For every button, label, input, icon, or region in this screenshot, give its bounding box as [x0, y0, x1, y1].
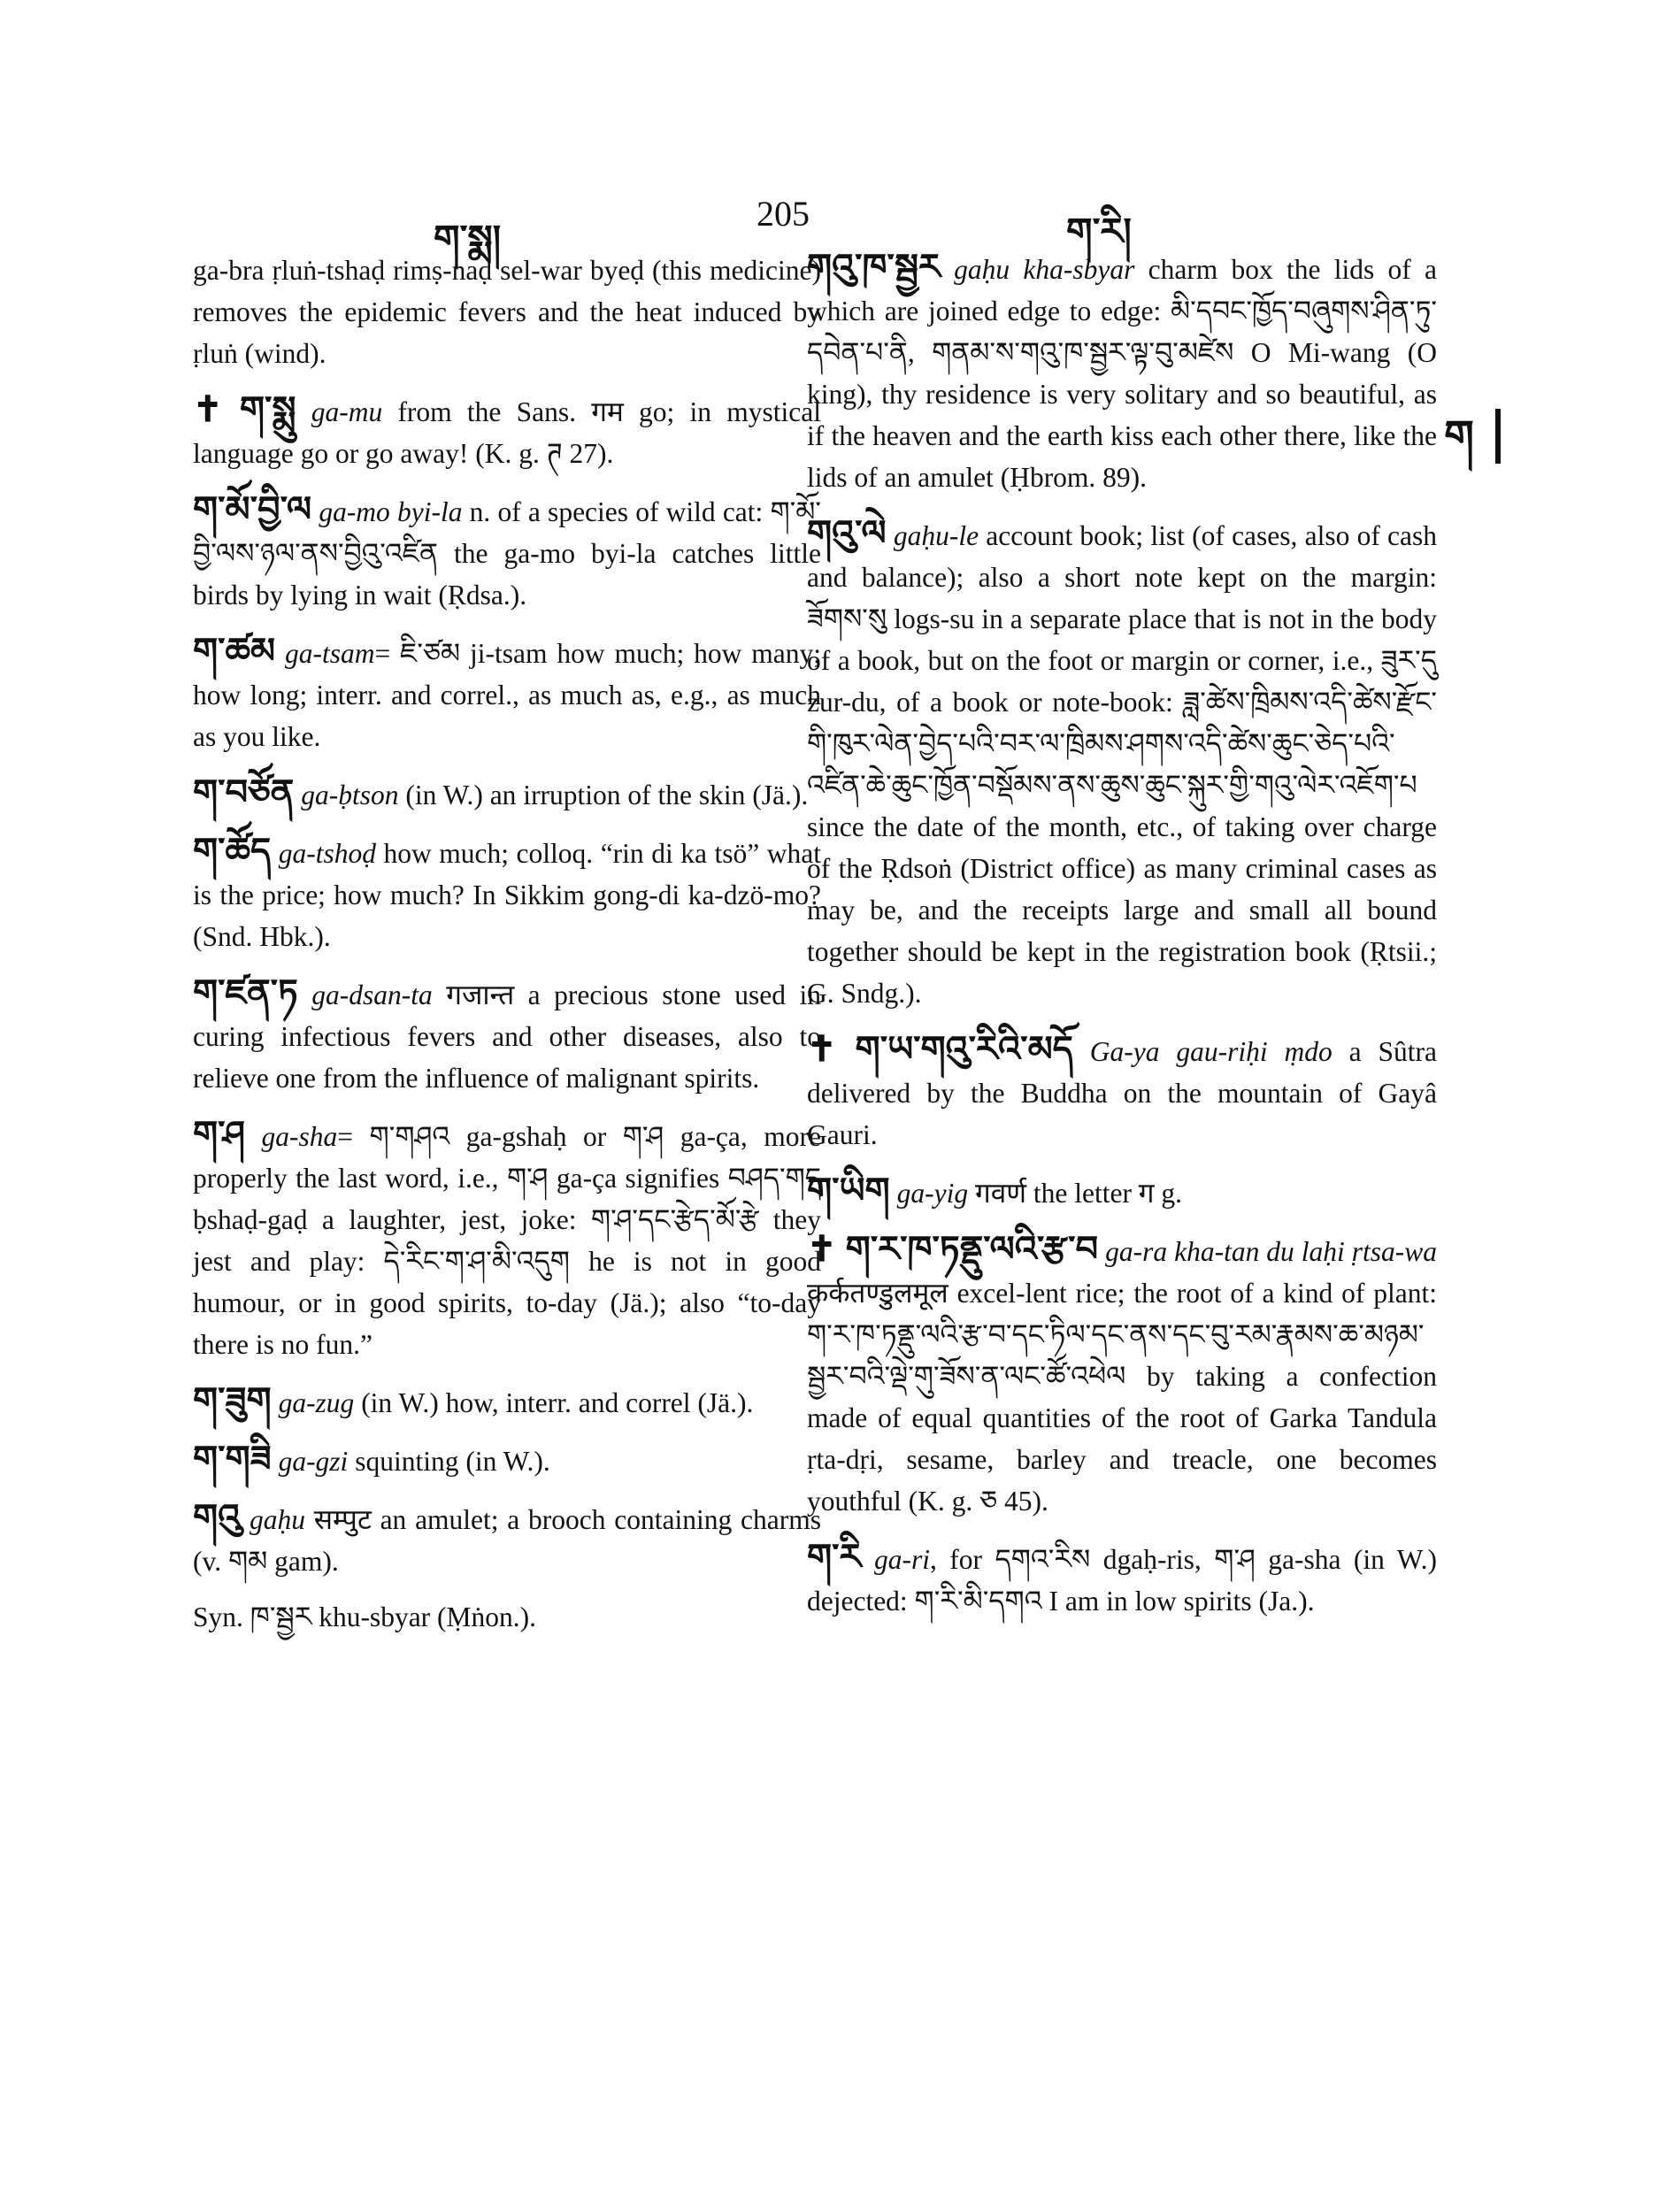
entry-definition: गवर्ण the letter ग g.: [968, 1178, 1183, 1209]
running-head-left: ག་སྨ།: [434, 217, 502, 260]
entry-romanization: ga-gzi: [278, 1446, 349, 1477]
entry-romanization: ga-sha: [261, 1121, 338, 1152]
dictionary-entry: [193, 830, 821, 957]
dictionary-entry: [193, 772, 821, 816]
entry-headword: ག་ཚམ: [193, 631, 276, 671]
entry-romanization: ga-tsam: [285, 638, 375, 669]
entry-romanization: gaḥu kha-sbyar: [954, 254, 1135, 285]
dictionary-entry: [807, 1170, 1437, 1214]
dictionary-entry: [193, 1379, 821, 1424]
entry-romanization: ga-mo byi-la: [319, 496, 463, 527]
entry-headword: ག་ཛན་ཏ: [193, 972, 298, 1012]
entry-headword: ག་རི: [807, 1537, 862, 1577]
entry-definition: n. of a species of wild cat: ག་མོ་བྱི་ལས་ཉལ་ནས་བྱིའུ་འཛིན the ga-mo byi-la catches little birds by lying in wait (Ṛdsa.).: [193, 496, 821, 611]
entry-headword: ག་བཙོན: [193, 772, 295, 812]
entry-romanization: ga-yig: [896, 1178, 969, 1209]
entry-romanization: ga-ri: [873, 1544, 930, 1575]
entry-headword: ✝ ག་ཡ་གའུ་རིའི་མདོ: [807, 1029, 1073, 1069]
entry-definition: गजान्त a precious stone used in curing infectious fevers and other diseases, also to relieve one from the influence of malignant spirits.: [193, 979, 821, 1094]
dictionary-entry: [193, 1113, 821, 1365]
thumb-index-tab[interactable]: ག: [1423, 409, 1501, 464]
entry-headword: ག་གཟི: [193, 1439, 272, 1479]
dictionary-entry: [807, 246, 1437, 498]
entry-definition: a Sûtra delivered by the Buddha on the mountain of Gayâ Gauri.: [807, 1036, 1438, 1150]
entry-headword: ག་མོ་བྱི་ལ: [193, 489, 312, 529]
entry-romanization: ga-mu: [311, 396, 383, 427]
dictionary-entry: [193, 488, 821, 616]
entry-headword: ག་ཚོད: [193, 831, 272, 871]
dictionary-entry: [807, 1536, 1437, 1622]
entry-definition: (in W.) an irruption of the skin (Jä.).: [398, 780, 809, 810]
entry-definition: (in W.) how, interr. and correl (Jä.).: [354, 1387, 754, 1418]
entry-definition: squinting (in W.).: [348, 1446, 550, 1477]
dictionary-entry: [193, 250, 821, 374]
entry-romanization: ga-dsan-ta: [311, 979, 433, 1010]
entry-text: Syn. ཁ་སྦྱར khu-sbyar (Ṃṅon.).: [193, 1601, 537, 1632]
entry-headword: གའུ་ཁ་སྦྱར: [807, 247, 941, 287]
dictionary-entry: [193, 1496, 821, 1582]
entry-romanization: ga-tshoḍ: [278, 838, 376, 869]
entry-romanization: Ga-ya gau-riḥi ṃdo: [1089, 1036, 1333, 1067]
entry-definition: , for དགའ་རིས dgaḥ-ris, ག་ཤ ga-sha (in W.) dejected: ག་རི་མི་དགའ I am in low spirits (Ja.).: [807, 1544, 1438, 1617]
entry-romanization: gaḥu: [249, 1504, 305, 1535]
entry-headword: ✝ ག་ར་ཁ་ཏནྡུ་ལའི་རྩ་བ: [807, 1229, 1099, 1269]
entry-romanization: ga-ḅtson: [301, 780, 399, 810]
entry-definition: from the Sans. गम go; in mystical language go or go away! (K. g. ཊ 27).: [193, 396, 822, 469]
entry-romanization: ga-ra kha-tan du laḥi ṛtsa-wa: [1105, 1236, 1437, 1267]
page-number: 205: [757, 194, 810, 234]
dictionary-entry: [807, 1028, 1437, 1156]
dictionary-entry: [193, 1596, 821, 1638]
entry-definition: = ཇི་ཙམ ji-tsam how much; how many; how long; interr. and correl., as much as, e.g., as much as you like.: [193, 638, 822, 752]
entry-definition: how much; colloq. “rin di ka tsö” what is the price; how much? In Sikkim gong-di ka-dzö-mo? (Snd. Hbk.).: [193, 838, 821, 952]
entry-headword: ག་ཡིག: [807, 1171, 890, 1210]
entry-romanization: gaḥu-le: [893, 520, 979, 551]
entry-definition: account book; list (of cases, also of cash and balance); also a short note kept on the margin: ཟོགས་སུ logs-su in a separate place that is not in the body of a book, but on the foot or margin or corner, i.e., ཟུར་དུ zur-du, of a book or note-book: ཟླ་ཚེས་ཁྲིམས་འདི་ཚེས་རྫོང་གི་ཁུར་ལེན་བྱེད་པའི་བར་ལ་ཁྲིམས་ཤགས་འདི་ཚེས་ཆུང་ཅེད་པའི་འཛིན་ཆེ་ཆུང་ཁྱོན་བསྡོམས་ནས་ཆུས་ཆུང་སྐུར་གྱི་གའུ་ལེར་འཇོག་པ since the date of the month, etc., of taking over charge of the Ṛdsoṅ (District office) as many criminal cases as may be, and the receipts large and small all bound together should be kept in the registration book (Ṛtsii.; G. Sndg.).: [807, 520, 1437, 1009]
dictionary-entry: [193, 630, 821, 757]
running-head-right: ག་རི།: [1066, 210, 1132, 253]
entry-headword: གའུ་ལེ: [807, 513, 887, 553]
entry-headword: ག་ཤ: [193, 1114, 246, 1154]
entry-headword: གའུ: [193, 1497, 242, 1537]
entry-romanization: ga-zug: [278, 1387, 355, 1418]
entry-definition: सम्पुट an amulet; a brooch containing charms (v. གམ gam).: [193, 1504, 821, 1577]
dictionary-entry: [193, 972, 821, 1099]
entry-headword: ག་ཟུག: [193, 1380, 272, 1420]
entry-headword: ✝ ག་སྨུ: [193, 389, 296, 429]
right-column: [807, 246, 1437, 1636]
dictionary-entry: [193, 388, 821, 474]
left-column: [193, 250, 821, 1652]
entry-definition: charm box the lids of a which are joined edge to edge: མི་དབང་ཁྱོད་བཞུགས་ཤིན་ཏུ་དབེན་པ་ནི, གནམ་ས་གའུ་ཁ་སྦྱར་ལྟ་བུ་མཛེས O Mi-wang (O king), thy residence is very solitary and so beautiful, as if the heaven and the earth kiss each other there, like the lids of an amulet (Ḥbrom. 89).: [807, 254, 1437, 493]
entry-text: ga-bra ṛluṅ-tshaḍ rimṣ-naḍ sel-war byeḍ (this medicine) removes the epidemic fevers and the heat induced by ṛluṅ (wind).: [193, 255, 821, 369]
dictionary-entry: [807, 512, 1437, 1014]
entry-definition: कर्कतण्डुलमूल excel-lent rice; the root of a kind of plant: ག་ར་ཁ་ཏནྡུ་ལའི་རྩ་བ་དང་ཏིལ་དང་ནས་དང་བུ་རམ་རྣམས་ཆ་མཉམ་སྦྱར་བའི་ལྡེ་གུ་ཟོས་ན་ལང་ཚོ་འཕེལ by taking a confection made of equal quantities of the root of Garka Tandula ṛta-dṛi, sesame, barley and treacle, one becomes youthful (K. g. ཅ 45).: [807, 1278, 1437, 1517]
dictionary-entry: [193, 1438, 821, 1482]
dictionary-entry: [807, 1228, 1437, 1522]
entry-definition: = ག་གཤའ ga-gshaḥ or ག་ཤ ga-ça, more properly the last word, i.e., ག་ཤ ga-ça signifies བཤད་གད ḅshaḍ-gaḍ a laughter, jest, joke: ག་ཤ་དང་རྩེད་མོ་རྩེ they jest and play: དེ་རིང་ག་ཤ་མི་འདུག he is not in good humour, or in good spirits, to-day (Jä.); also “to-day there is no fun.”: [193, 1121, 821, 1360]
